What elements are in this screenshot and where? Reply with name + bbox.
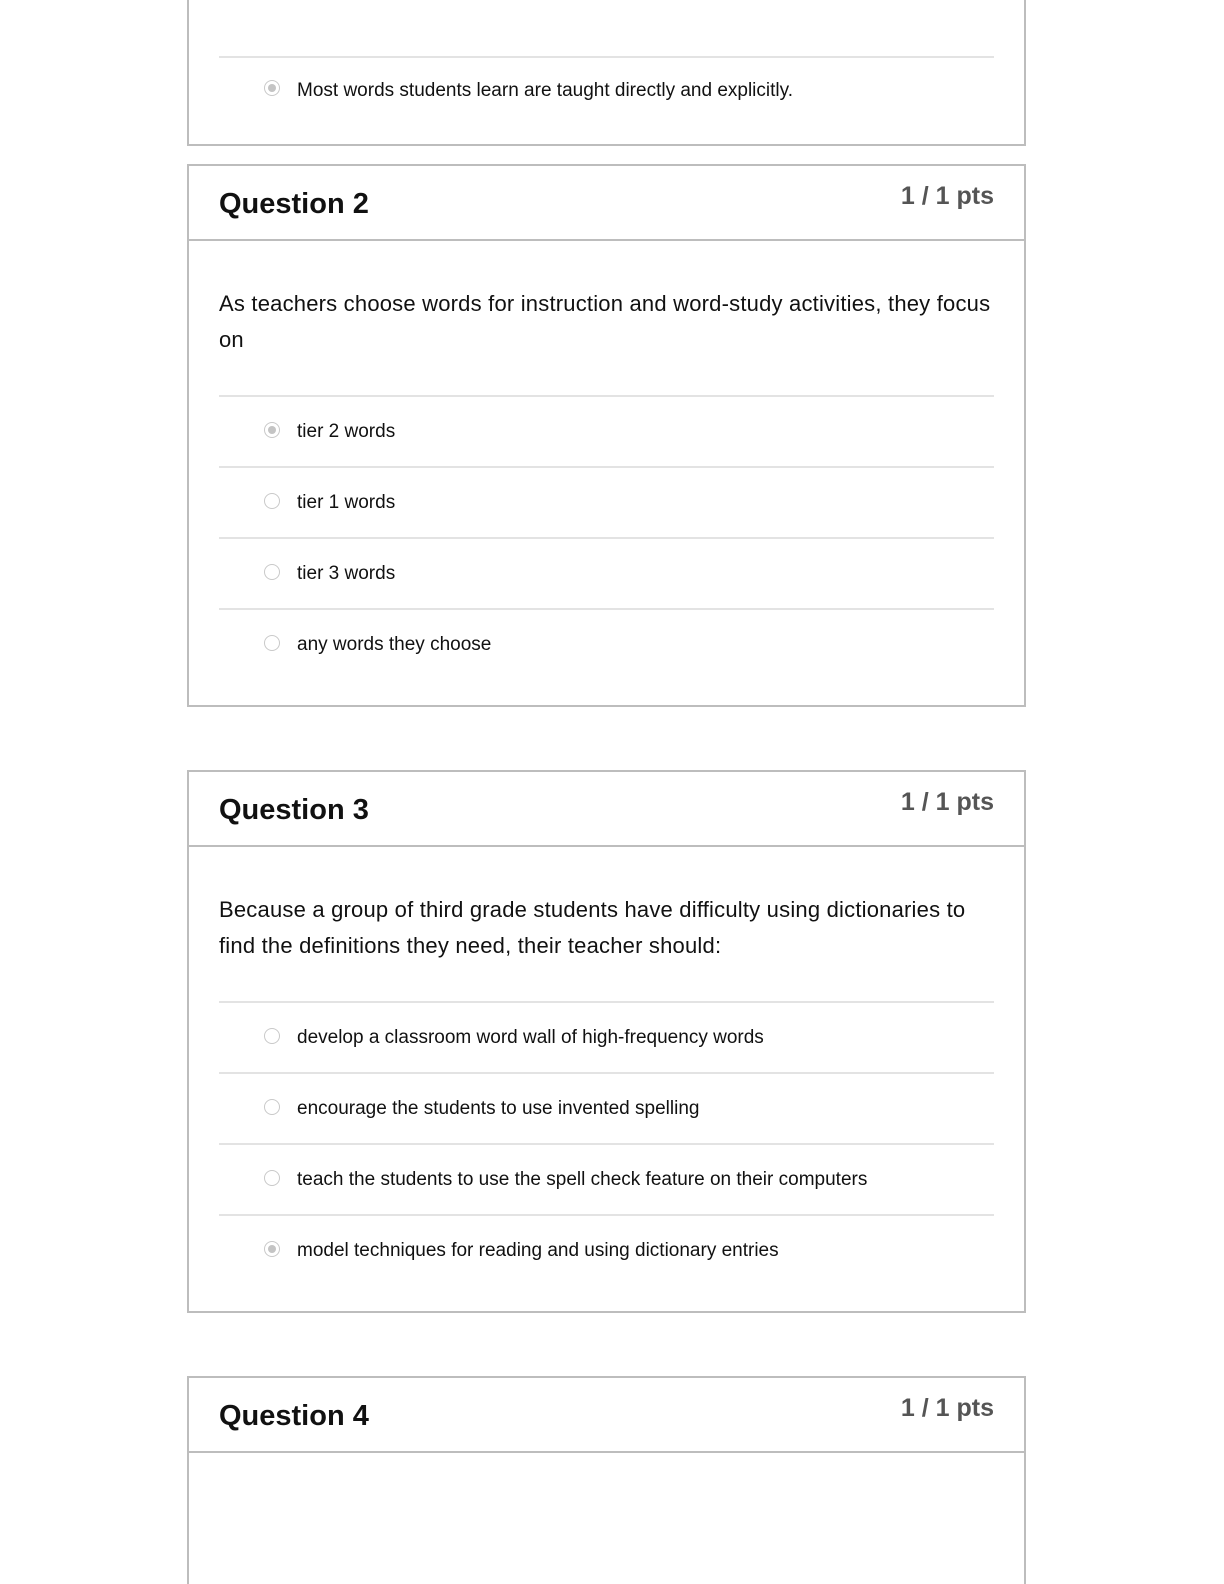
answer-label: any words they choose <box>297 634 492 655</box>
question-1-card <box>187 0 1026 146</box>
radio-button-selected[interactable] <box>264 80 280 96</box>
answer-label: Most words students learn are taught directly and explicitly. <box>297 80 793 101</box>
radio-button[interactable] <box>264 564 280 580</box>
radio-button-selected[interactable] <box>264 422 280 438</box>
answer-label: tier 2 words <box>297 421 396 442</box>
answer-option[interactable] <box>219 1003 994 1074</box>
question-text: As teachers choose words for instruction and word-study activities, they focus on <box>219 291 991 352</box>
question-body <box>189 892 1024 1285</box>
question-header <box>189 1378 1024 1453</box>
radio-button[interactable] <box>264 1099 280 1115</box>
question-points: 1 / 1 pts <box>900 788 994 816</box>
radio-button[interactable] <box>264 493 280 509</box>
question-2-card <box>187 164 1026 707</box>
answer-list <box>219 395 994 679</box>
question-3-card <box>187 770 1026 1313</box>
question-title: Question 3 <box>219 794 369 826</box>
answer-list <box>219 1001 994 1285</box>
answer-option[interactable] <box>219 1216 994 1285</box>
question-points: 1 / 1 pts <box>900 1394 994 1422</box>
question-title: Question 2 <box>219 188 369 220</box>
answer-label: tier 1 words <box>297 492 396 513</box>
radio-button[interactable] <box>264 1170 280 1186</box>
question-title: Question 4 <box>219 1400 369 1432</box>
radio-button-selected[interactable] <box>264 1241 280 1257</box>
answer-option[interactable] <box>219 539 994 610</box>
answer-option[interactable] <box>219 397 994 468</box>
radio-button[interactable] <box>264 1028 280 1044</box>
answer-option[interactable] <box>219 610 994 679</box>
answer-label: encourage the students to use invented spelling <box>297 1098 700 1119</box>
answer-label: develop a classroom word wall of high-frequency words <box>297 1027 764 1048</box>
answer-option[interactable] <box>219 468 994 539</box>
answer-option[interactable] <box>219 1145 994 1216</box>
question-body <box>189 286 1024 679</box>
answer-label: teach the students to use the spell check feature on their computers <box>297 1169 868 1190</box>
question-points: 1 / 1 pts <box>900 182 994 210</box>
radio-button[interactable] <box>264 635 280 651</box>
answer-option[interactable] <box>219 1074 994 1145</box>
question-4-card <box>187 1376 1026 1584</box>
answer-label: tier 3 words <box>297 563 396 584</box>
answer-option[interactable] <box>219 58 994 127</box>
question-text: Because a group of third grade students have difficulty using dictionaries to find the definitions they need, their teacher should: <box>219 897 966 958</box>
question-header <box>189 166 1024 241</box>
answer-label: model techniques for reading and using dictionary entries <box>297 1240 779 1261</box>
question-header <box>189 772 1024 847</box>
